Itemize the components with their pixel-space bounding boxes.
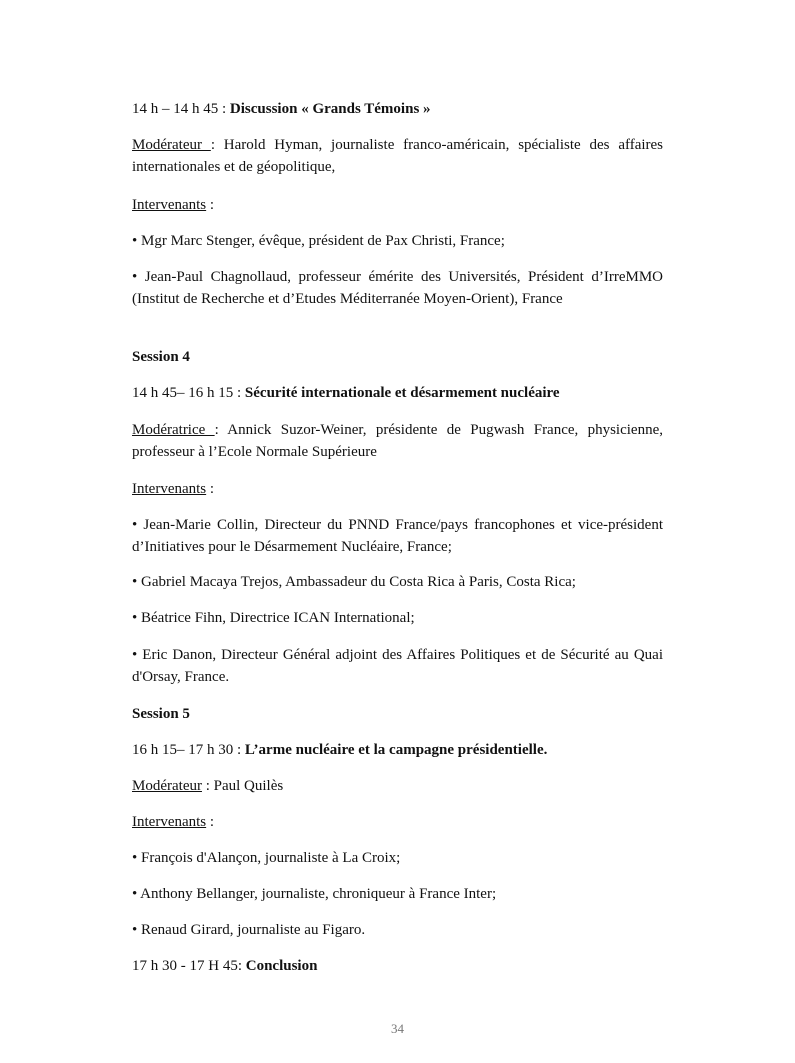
session-5-speakers-label: [132, 811, 663, 833]
session-4-speaker-2: • Gabriel Macaya Trejos, Ambassadeur du Costa Rica à Paris, Costa Rica;: [132, 574, 576, 590]
session-4-speaker-4: • Eric Danon, Directeur Général adjoint des Affaires Politiques et de Sécurité au Quai d'Orsay, France.: [132, 647, 663, 685]
conclusion-title: Conclusion: [245, 958, 318, 974]
session-4-schedule-line: [132, 382, 663, 404]
session-4-speaker-3: • Béatrice Fihn, Directrice ICAN International;: [132, 610, 415, 626]
speakers-label: Intervenants: [132, 197, 207, 213]
conclusion-time: 17 h 30 - 17 H 45:: [132, 958, 246, 974]
discussion-moderator: [132, 134, 663, 178]
moderator-text: : Paul Quilès: [201, 778, 284, 794]
page-number: 34: [391, 1021, 404, 1036]
speakers-colon: :: [206, 814, 215, 830]
discussion-time: 14 h – 14 h 45 :: [132, 101, 230, 117]
discussion-speaker-1: • Mgr Marc Stenger, évêque, président de Pax Christi, France;: [132, 233, 505, 249]
session-4-time: 14 h 45– 16 h 15 :: [132, 385, 245, 401]
session-5-schedule-line: [132, 739, 663, 761]
session-5-heading-text: Session 5: [132, 706, 190, 722]
discussion-speaker-2: • Jean-Paul Chagnollaud, professeur émérite des Universités, Président d’IrreMMO (Institut de Recherche et d’Etudes Méditerranée Moyen-Orient), France: [132, 269, 663, 307]
session-5-title: L’arme nucléaire et la campagne présidentielle.: [244, 742, 548, 758]
session-5-moderator: [132, 775, 663, 797]
session-5-speaker-3: • Renaud Girard, journaliste au Figaro.: [132, 922, 366, 938]
discussion-schedule-line: [132, 98, 663, 120]
speakers-label: Intervenants: [132, 814, 207, 830]
moderator-label: Modératrice: [132, 422, 215, 438]
session-4-heading-text: Session 4: [132, 349, 190, 365]
discussion-speakers-label: [132, 194, 663, 216]
moderator-text: : Harold Hyman, journaliste franco-américain, spécialiste des affaires internationales et de géopolitique,: [132, 137, 664, 175]
session-4-speaker-1: • Jean-Marie Collin, Directeur du PNND France/pays francophones et vice-président d’Initiatives pour le Désarmement Nucléaire, France;: [132, 517, 663, 555]
session-5-time: 16 h 15– 17 h 30 :: [132, 742, 245, 758]
conclusion-schedule-line: [132, 955, 663, 977]
speakers-colon: :: [206, 481, 215, 497]
speakers-colon: :: [206, 197, 215, 213]
moderator-label: Modérateur: [132, 137, 211, 153]
discussion-title: Discussion « Grands Témoins »: [229, 101, 431, 117]
session-5-heading: [132, 703, 663, 725]
speakers-label: Intervenants: [132, 481, 207, 497]
session-4-title: Sécurité internationale et désarmement nucléaire: [244, 385, 560, 401]
session-4-moderator: [132, 419, 663, 463]
session-4-speakers-label: [132, 478, 663, 500]
session-5-speaker-2: • Anthony Bellanger, journaliste, chroniqueur à France Inter;: [132, 886, 497, 902]
session-4-heading: [132, 346, 663, 368]
moderator-label: Modérateur: [132, 778, 202, 794]
moderator-text: : Annick Suzor-Weiner, présidente de Pugwash France, physicienne, professeur à l’Ecole Normale Supérieure: [132, 422, 663, 460]
session-5-speaker-1: • François d'Alançon, journaliste à La Croix;: [132, 850, 401, 866]
